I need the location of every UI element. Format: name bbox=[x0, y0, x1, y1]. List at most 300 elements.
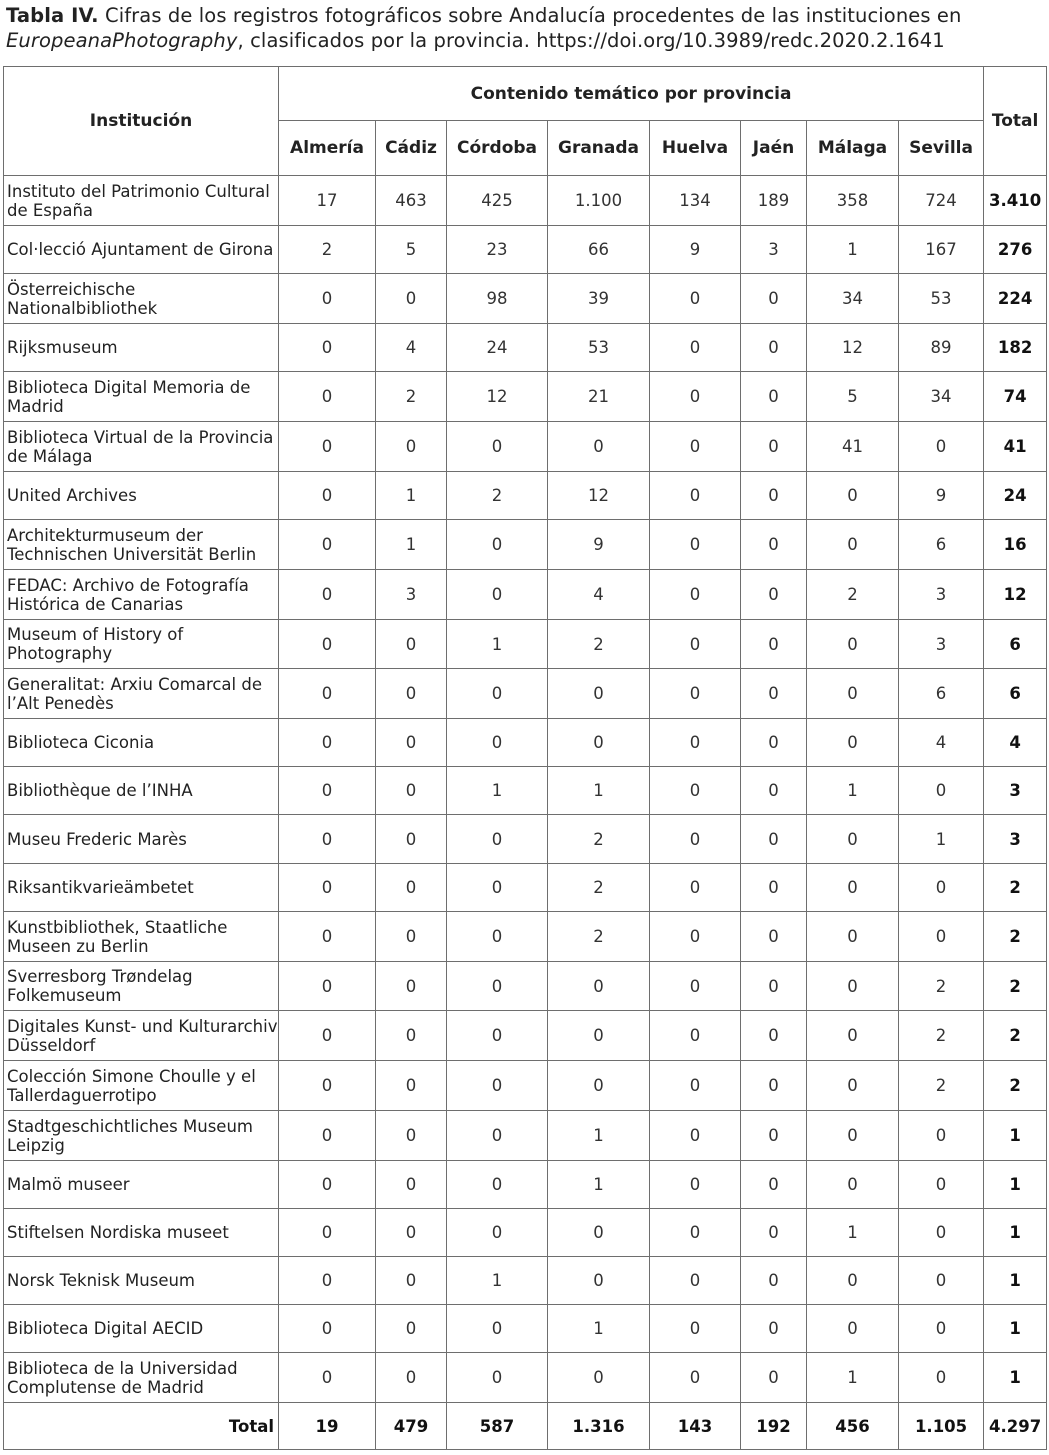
row-total: 1 bbox=[984, 1257, 1047, 1305]
cell-granada: 0 bbox=[548, 719, 650, 767]
cell-jaen: 0 bbox=[741, 864, 807, 912]
header-province-cadiz: Cádiz bbox=[376, 121, 447, 176]
cell-cadiz: 463 bbox=[376, 176, 447, 226]
cell-jaen: 0 bbox=[741, 1161, 807, 1209]
institution-name: Rijksmuseum bbox=[4, 324, 279, 372]
cell-cordoba: 0 bbox=[447, 864, 548, 912]
cell-cadiz: 1 bbox=[376, 520, 447, 570]
cell-huelva: 134 bbox=[650, 176, 741, 226]
cell-granada: 0 bbox=[548, 1353, 650, 1403]
cell-jaen: 0 bbox=[741, 472, 807, 520]
institution-name: FEDAC: Archivo de Fotografía Histórica de Canarias bbox=[4, 570, 279, 620]
cell-jaen: 0 bbox=[741, 1305, 807, 1353]
cell-almeria: 0 bbox=[279, 1011, 376, 1061]
row-total: 2 bbox=[984, 1061, 1047, 1111]
cell-malaga: 1 bbox=[807, 226, 899, 274]
cell-cordoba: 24 bbox=[447, 324, 548, 372]
cell-sevilla: 0 bbox=[899, 1111, 984, 1161]
institution-name: Malmö museer bbox=[4, 1161, 279, 1209]
cell-cadiz: 0 bbox=[376, 719, 447, 767]
cell-almeria: 0 bbox=[279, 912, 376, 962]
row-total: 41 bbox=[984, 422, 1047, 472]
cell-almeria: 0 bbox=[279, 864, 376, 912]
cell-sevilla: 0 bbox=[899, 1353, 984, 1403]
total-sevilla: 1.105 bbox=[899, 1403, 984, 1450]
table-row bbox=[4, 1353, 1047, 1403]
row-total: 3.410 bbox=[984, 176, 1047, 226]
cell-cordoba: 1 bbox=[447, 620, 548, 669]
table-row bbox=[4, 719, 1047, 767]
row-total: 2 bbox=[984, 962, 1047, 1011]
cell-malaga: 0 bbox=[807, 1011, 899, 1061]
cell-almeria: 0 bbox=[279, 570, 376, 620]
table-row bbox=[4, 815, 1047, 864]
institution-name: Stadtgeschichtliches Museum Leipzig bbox=[4, 1111, 279, 1161]
header-total: Total bbox=[984, 67, 1047, 176]
table-row bbox=[4, 962, 1047, 1011]
cell-jaen: 0 bbox=[741, 669, 807, 719]
cell-cadiz: 0 bbox=[376, 767, 447, 815]
cell-granada: 39 bbox=[548, 274, 650, 324]
cell-jaen: 0 bbox=[741, 1257, 807, 1305]
cell-almeria: 17 bbox=[279, 176, 376, 226]
row-total: 74 bbox=[984, 372, 1047, 422]
row-total: 1 bbox=[984, 1111, 1047, 1161]
table-row bbox=[4, 324, 1047, 372]
data-table bbox=[3, 66, 1047, 1450]
row-total: 1 bbox=[984, 1161, 1047, 1209]
table-row bbox=[4, 864, 1047, 912]
cell-cadiz: 4 bbox=[376, 324, 447, 372]
table-row bbox=[4, 176, 1047, 226]
cell-jaen: 0 bbox=[741, 372, 807, 422]
totals-label: Total bbox=[4, 1403, 279, 1450]
cell-almeria: 0 bbox=[279, 1305, 376, 1353]
grand-total: 4.297 bbox=[984, 1403, 1047, 1450]
row-total: 182 bbox=[984, 324, 1047, 372]
cell-huelva: 0 bbox=[650, 962, 741, 1011]
total-jaen: 192 bbox=[741, 1403, 807, 1450]
table-row bbox=[4, 912, 1047, 962]
cell-almeria: 0 bbox=[279, 815, 376, 864]
institution-name: Museum of History of Photography bbox=[4, 620, 279, 669]
cell-cordoba: 0 bbox=[447, 912, 548, 962]
cell-granada: 1.100 bbox=[548, 176, 650, 226]
header-group: Contenido temático por provincia bbox=[279, 67, 984, 121]
cell-cordoba: 0 bbox=[447, 719, 548, 767]
cell-granada: 0 bbox=[548, 1011, 650, 1061]
row-total: 224 bbox=[984, 274, 1047, 324]
header-province-granada: Granada bbox=[548, 121, 650, 176]
cell-granada: 0 bbox=[548, 1061, 650, 1111]
total-almeria: 19 bbox=[279, 1403, 376, 1450]
cell-almeria: 0 bbox=[279, 1061, 376, 1111]
cell-malaga: 0 bbox=[807, 472, 899, 520]
cell-cadiz: 0 bbox=[376, 1161, 447, 1209]
cell-cadiz: 0 bbox=[376, 864, 447, 912]
cell-malaga: 1 bbox=[807, 1353, 899, 1403]
cell-almeria: 0 bbox=[279, 274, 376, 324]
institution-name: Museu Frederic Marès bbox=[4, 815, 279, 864]
cell-cadiz: 0 bbox=[376, 1353, 447, 1403]
cell-granada: 2 bbox=[548, 815, 650, 864]
cell-sevilla: 1 bbox=[899, 815, 984, 864]
cell-jaen: 0 bbox=[741, 912, 807, 962]
cell-cordoba: 98 bbox=[447, 274, 548, 324]
cell-granada: 66 bbox=[548, 226, 650, 274]
institution-name: Stiftelsen Nordiska museet bbox=[4, 1209, 279, 1257]
cell-sevilla: 53 bbox=[899, 274, 984, 324]
cell-almeria: 0 bbox=[279, 719, 376, 767]
cell-huelva: 0 bbox=[650, 864, 741, 912]
caption-italic: EuropeanaPhotography bbox=[6, 29, 238, 52]
cell-huelva: 0 bbox=[650, 422, 741, 472]
row-total: 4 bbox=[984, 719, 1047, 767]
cell-cadiz: 3 bbox=[376, 570, 447, 620]
cell-sevilla: 0 bbox=[899, 767, 984, 815]
cell-cadiz: 1 bbox=[376, 472, 447, 520]
cell-cordoba: 0 bbox=[447, 669, 548, 719]
cell-granada: 1 bbox=[548, 767, 650, 815]
cell-cadiz: 5 bbox=[376, 226, 447, 274]
table-row bbox=[4, 1061, 1047, 1111]
cell-malaga: 2 bbox=[807, 570, 899, 620]
cell-jaen: 0 bbox=[741, 1061, 807, 1111]
cell-jaen: 0 bbox=[741, 324, 807, 372]
institution-name: Instituto del Patrimonio Cultural de España bbox=[4, 176, 279, 226]
cell-huelva: 9 bbox=[650, 226, 741, 274]
cell-sevilla: 6 bbox=[899, 669, 984, 719]
total-granada: 1.316 bbox=[548, 1403, 650, 1450]
cell-malaga: 0 bbox=[807, 1061, 899, 1111]
cell-almeria: 0 bbox=[279, 472, 376, 520]
institution-name: United Archives bbox=[4, 472, 279, 520]
cell-jaen: 0 bbox=[741, 1111, 807, 1161]
cell-sevilla: 0 bbox=[899, 912, 984, 962]
cell-cordoba: 0 bbox=[447, 1161, 548, 1209]
cell-sevilla: 9 bbox=[899, 472, 984, 520]
cell-malaga: 0 bbox=[807, 1111, 899, 1161]
cell-cadiz: 0 bbox=[376, 1305, 447, 1353]
institution-name: Biblioteca de la Universidad Complutense de Madrid bbox=[4, 1353, 279, 1403]
cell-almeria: 2 bbox=[279, 226, 376, 274]
cell-sevilla: 0 bbox=[899, 1305, 984, 1353]
cell-sevilla: 89 bbox=[899, 324, 984, 372]
totals-row bbox=[4, 1403, 1047, 1450]
table-caption bbox=[6, 3, 1046, 53]
row-total: 1 bbox=[984, 1353, 1047, 1403]
cell-jaen: 0 bbox=[741, 274, 807, 324]
cell-cordoba: 0 bbox=[447, 1353, 548, 1403]
table-row bbox=[4, 226, 1047, 274]
cell-sevilla: 4 bbox=[899, 719, 984, 767]
cell-almeria: 0 bbox=[279, 1161, 376, 1209]
cell-huelva: 0 bbox=[650, 1305, 741, 1353]
cell-sevilla: 2 bbox=[899, 1011, 984, 1061]
institution-name: Norsk Teknisk Museum bbox=[4, 1257, 279, 1305]
table-row bbox=[4, 1011, 1047, 1061]
cell-cadiz: 0 bbox=[376, 422, 447, 472]
row-total: 16 bbox=[984, 520, 1047, 570]
caption-text-end: , clasificados por la provincia. https://doi.org/10.3989/redc.2020.2.1641 bbox=[237, 29, 945, 52]
cell-granada: 0 bbox=[548, 669, 650, 719]
table-row bbox=[4, 520, 1047, 570]
cell-jaen: 0 bbox=[741, 422, 807, 472]
row-total: 2 bbox=[984, 1011, 1047, 1061]
cell-jaen: 0 bbox=[741, 719, 807, 767]
cell-sevilla: 724 bbox=[899, 176, 984, 226]
cell-jaen: 0 bbox=[741, 1353, 807, 1403]
institution-name: Sverresborg Trøndelag Folkemuseum bbox=[4, 962, 279, 1011]
caption-label: Tabla IV. bbox=[6, 4, 99, 27]
cell-jaen: 0 bbox=[741, 815, 807, 864]
cell-cordoba: 0 bbox=[447, 962, 548, 1011]
cell-jaen: 189 bbox=[741, 176, 807, 226]
cell-cadiz: 2 bbox=[376, 372, 447, 422]
header-province-jaen: Jaén bbox=[741, 121, 807, 176]
cell-granada: 2 bbox=[548, 864, 650, 912]
cell-cordoba: 23 bbox=[447, 226, 548, 274]
header-province-cordoba: Córdoba bbox=[447, 121, 548, 176]
institution-name: Col·lecció Ajuntament de Girona bbox=[4, 226, 279, 274]
row-total: 24 bbox=[984, 472, 1047, 520]
institution-name: Biblioteca Ciconia bbox=[4, 719, 279, 767]
cell-malaga: 5 bbox=[807, 372, 899, 422]
institution-name: Kunstbibliothek, Staatliche Museen zu Berlin bbox=[4, 912, 279, 962]
table-row bbox=[4, 620, 1047, 669]
cell-cordoba: 0 bbox=[447, 1111, 548, 1161]
cell-sevilla: 167 bbox=[899, 226, 984, 274]
cell-cordoba: 0 bbox=[447, 1011, 548, 1061]
institution-name: Digitales Kunst- und Kulturarchiv Düsseldorf bbox=[4, 1011, 279, 1061]
cell-sevilla: 34 bbox=[899, 372, 984, 422]
cell-cordoba: 1 bbox=[447, 767, 548, 815]
cell-almeria: 0 bbox=[279, 1353, 376, 1403]
cell-cadiz: 0 bbox=[376, 1257, 447, 1305]
cell-cordoba: 0 bbox=[447, 570, 548, 620]
cell-sevilla: 0 bbox=[899, 1257, 984, 1305]
cell-almeria: 0 bbox=[279, 669, 376, 719]
cell-sevilla: 0 bbox=[899, 1161, 984, 1209]
institution-name: Colección Simone Choulle y el Tallerdaguerrotipo bbox=[4, 1061, 279, 1111]
total-huelva: 143 bbox=[650, 1403, 741, 1450]
caption-text: Cifras de los registros fotográficos sobre Andalucía procedentes de las instituciones en bbox=[98, 4, 962, 27]
cell-cordoba: 2 bbox=[447, 472, 548, 520]
cell-huelva: 0 bbox=[650, 520, 741, 570]
cell-granada: 1 bbox=[548, 1305, 650, 1353]
cell-granada: 12 bbox=[548, 472, 650, 520]
cell-granada: 0 bbox=[548, 1257, 650, 1305]
cell-sevilla: 3 bbox=[899, 620, 984, 669]
cell-huelva: 0 bbox=[650, 669, 741, 719]
cell-granada: 1 bbox=[548, 1161, 650, 1209]
institution-name: Bibliothèque de l’INHA bbox=[4, 767, 279, 815]
cell-malaga: 0 bbox=[807, 620, 899, 669]
row-total: 2 bbox=[984, 864, 1047, 912]
cell-huelva: 0 bbox=[650, 767, 741, 815]
cell-sevilla: 0 bbox=[899, 864, 984, 912]
cell-huelva: 0 bbox=[650, 274, 741, 324]
cell-sevilla: 0 bbox=[899, 422, 984, 472]
cell-jaen: 0 bbox=[741, 1011, 807, 1061]
cell-almeria: 0 bbox=[279, 767, 376, 815]
cell-sevilla: 2 bbox=[899, 962, 984, 1011]
cell-malaga: 0 bbox=[807, 719, 899, 767]
table-row bbox=[4, 1257, 1047, 1305]
cell-granada: 0 bbox=[548, 1209, 650, 1257]
table-row bbox=[4, 422, 1047, 472]
cell-malaga: 0 bbox=[807, 912, 899, 962]
header-province-malaga: Málaga bbox=[807, 121, 899, 176]
header-province-huelva: Huelva bbox=[650, 121, 741, 176]
cell-jaen: 0 bbox=[741, 1209, 807, 1257]
institution-name: Österreichische Nationalbibliothek bbox=[4, 274, 279, 324]
cell-malaga: 12 bbox=[807, 324, 899, 372]
cell-sevilla: 6 bbox=[899, 520, 984, 570]
table-body bbox=[4, 176, 1047, 1450]
cell-huelva: 0 bbox=[650, 472, 741, 520]
cell-huelva: 0 bbox=[650, 570, 741, 620]
cell-sevilla: 0 bbox=[899, 1209, 984, 1257]
cell-cordoba: 0 bbox=[447, 815, 548, 864]
table-row bbox=[4, 1305, 1047, 1353]
institution-name: Biblioteca Digital AECID bbox=[4, 1305, 279, 1353]
cell-cordoba: 425 bbox=[447, 176, 548, 226]
cell-granada: 4 bbox=[548, 570, 650, 620]
cell-huelva: 0 bbox=[650, 1011, 741, 1061]
institution-name: Architekturmuseum der Technischen Universität Berlin bbox=[4, 520, 279, 570]
row-total: 1 bbox=[984, 1209, 1047, 1257]
total-cadiz: 479 bbox=[376, 1403, 447, 1450]
row-total: 12 bbox=[984, 570, 1047, 620]
institution-name: Biblioteca Digital Memoria de Madrid bbox=[4, 372, 279, 422]
cell-almeria: 0 bbox=[279, 520, 376, 570]
cell-sevilla: 3 bbox=[899, 570, 984, 620]
header-province-almeria: Almería bbox=[279, 121, 376, 176]
cell-almeria: 0 bbox=[279, 1257, 376, 1305]
cell-huelva: 0 bbox=[650, 620, 741, 669]
row-total: 2 bbox=[984, 912, 1047, 962]
cell-malaga: 34 bbox=[807, 274, 899, 324]
table-header bbox=[4, 67, 1047, 176]
cell-jaen: 0 bbox=[741, 620, 807, 669]
cell-malaga: 41 bbox=[807, 422, 899, 472]
cell-huelva: 0 bbox=[650, 912, 741, 962]
table-row bbox=[4, 372, 1047, 422]
total-cordoba: 587 bbox=[447, 1403, 548, 1450]
cell-cadiz: 0 bbox=[376, 274, 447, 324]
cell-jaen: 3 bbox=[741, 226, 807, 274]
cell-sevilla: 2 bbox=[899, 1061, 984, 1111]
cell-malaga: 1 bbox=[807, 1209, 899, 1257]
cell-granada: 0 bbox=[548, 962, 650, 1011]
cell-huelva: 0 bbox=[650, 1111, 741, 1161]
total-malaga: 456 bbox=[807, 1403, 899, 1450]
cell-granada: 53 bbox=[548, 324, 650, 372]
row-total: 3 bbox=[984, 815, 1047, 864]
cell-malaga: 0 bbox=[807, 1305, 899, 1353]
cell-cadiz: 0 bbox=[376, 962, 447, 1011]
cell-cordoba: 0 bbox=[447, 1305, 548, 1353]
cell-granada: 1 bbox=[548, 1111, 650, 1161]
cell-cadiz: 0 bbox=[376, 620, 447, 669]
row-total: 6 bbox=[984, 669, 1047, 719]
cell-almeria: 0 bbox=[279, 620, 376, 669]
cell-jaen: 0 bbox=[741, 767, 807, 815]
cell-malaga: 0 bbox=[807, 1257, 899, 1305]
table-row bbox=[4, 1209, 1047, 1257]
cell-cadiz: 0 bbox=[376, 1061, 447, 1111]
cell-malaga: 0 bbox=[807, 864, 899, 912]
cell-cordoba: 1 bbox=[447, 1257, 548, 1305]
cell-huelva: 0 bbox=[650, 1257, 741, 1305]
row-total: 1 bbox=[984, 1305, 1047, 1353]
cell-huelva: 0 bbox=[650, 1209, 741, 1257]
cell-cordoba: 0 bbox=[447, 1061, 548, 1111]
cell-cadiz: 0 bbox=[376, 669, 447, 719]
cell-almeria: 0 bbox=[279, 372, 376, 422]
institution-name: Riksantikvarieämbetet bbox=[4, 864, 279, 912]
cell-malaga: 0 bbox=[807, 1161, 899, 1209]
cell-granada: 0 bbox=[548, 422, 650, 472]
cell-huelva: 0 bbox=[650, 815, 741, 864]
cell-malaga: 0 bbox=[807, 669, 899, 719]
row-total: 6 bbox=[984, 620, 1047, 669]
cell-malaga: 0 bbox=[807, 520, 899, 570]
cell-cadiz: 0 bbox=[376, 1111, 447, 1161]
cell-huelva: 0 bbox=[650, 1353, 741, 1403]
cell-cadiz: 0 bbox=[376, 1209, 447, 1257]
cell-cadiz: 0 bbox=[376, 1011, 447, 1061]
cell-cadiz: 0 bbox=[376, 912, 447, 962]
cell-almeria: 0 bbox=[279, 422, 376, 472]
cell-almeria: 0 bbox=[279, 324, 376, 372]
table-row bbox=[4, 1161, 1047, 1209]
cell-granada: 21 bbox=[548, 372, 650, 422]
header-institution: Institución bbox=[4, 67, 279, 176]
cell-cordoba: 0 bbox=[447, 1209, 548, 1257]
cell-cadiz: 0 bbox=[376, 815, 447, 864]
header-province-sevilla: Sevilla bbox=[899, 121, 984, 176]
cell-almeria: 0 bbox=[279, 1111, 376, 1161]
institution-name: Generalitat: Arxiu Comarcal de l’Alt Penedès bbox=[4, 669, 279, 719]
cell-cordoba: 0 bbox=[447, 422, 548, 472]
institution-name: Biblioteca Virtual de la Provincia de Málaga bbox=[4, 422, 279, 472]
cell-jaen: 0 bbox=[741, 962, 807, 1011]
cell-granada: 9 bbox=[548, 520, 650, 570]
cell-huelva: 0 bbox=[650, 1061, 741, 1111]
table-row bbox=[4, 472, 1047, 520]
cell-huelva: 0 bbox=[650, 324, 741, 372]
row-total: 276 bbox=[984, 226, 1047, 274]
cell-cordoba: 0 bbox=[447, 520, 548, 570]
table-row bbox=[4, 767, 1047, 815]
cell-granada: 2 bbox=[548, 620, 650, 669]
cell-cordoba: 12 bbox=[447, 372, 548, 422]
cell-huelva: 0 bbox=[650, 719, 741, 767]
table-row bbox=[4, 570, 1047, 620]
cell-jaen: 0 bbox=[741, 570, 807, 620]
cell-huelva: 0 bbox=[650, 372, 741, 422]
cell-huelva: 0 bbox=[650, 1161, 741, 1209]
table-row bbox=[4, 1111, 1047, 1161]
cell-malaga: 1 bbox=[807, 767, 899, 815]
table-row bbox=[4, 274, 1047, 324]
row-total: 3 bbox=[984, 767, 1047, 815]
cell-malaga: 0 bbox=[807, 962, 899, 1011]
cell-almeria: 0 bbox=[279, 962, 376, 1011]
cell-almeria: 0 bbox=[279, 1209, 376, 1257]
